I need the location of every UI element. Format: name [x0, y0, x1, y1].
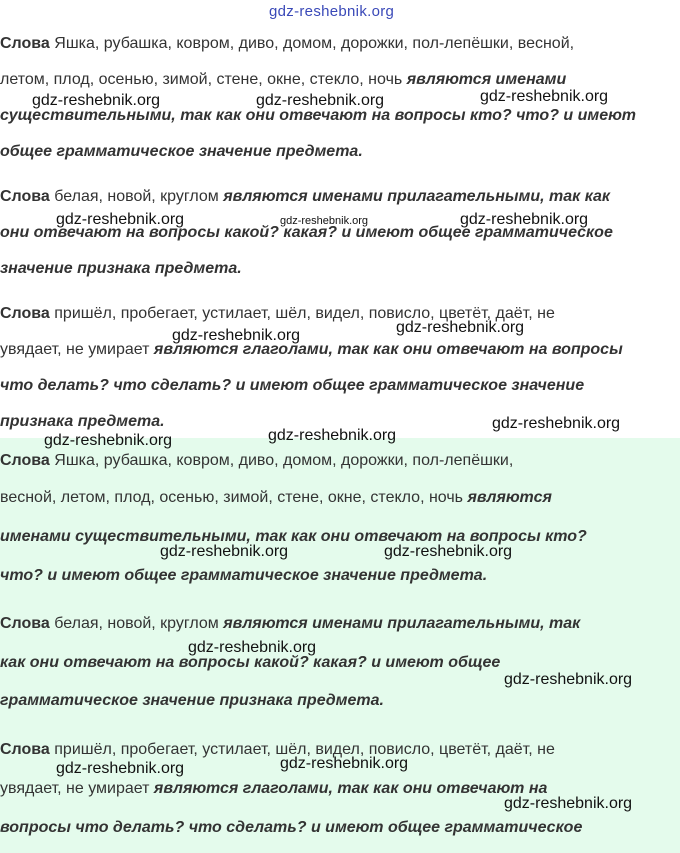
paragraph-line: признака предмета.: [0, 413, 165, 430]
watermark-text: gdz-reshebnik.org: [384, 543, 513, 560]
paragraph-line: грамматическое значение признака предмета.: [0, 692, 384, 709]
watermark-text: gdz-reshebnik.org: [460, 211, 589, 228]
paragraph-line: как они отвечают на вопросы какой? какая? и имеют общее: [0, 654, 501, 671]
watermark-text: gdz-reshebnik.org: [280, 755, 409, 772]
paragraph-line: вопросы что делать? что сделать? и имеют общее грамматическое: [0, 819, 583, 836]
watermark-text: gdz-reshebnik.org: [504, 795, 633, 812]
watermark-text: gdz-reshebnik.org: [256, 92, 385, 109]
paragraph-line: весной, летом, плод, осенью, зимой, стене, окне, стекло, ночь являются: [0, 489, 552, 506]
watermark-text: gdz-reshebnik.org: [492, 415, 621, 432]
paragraph-line: существительными, так как они отвечают на вопросы кто? что? и имеют: [0, 107, 636, 124]
watermark-text: gdz-reshebnik.org: [268, 427, 397, 444]
paragraph-line: Слова Яшка, рубашка, ковром, диво, домом, дорожки, пол-лепёшки,: [0, 452, 514, 469]
paragraph-line: Слова белая, новой, круглом являются именами прилагательными, так: [0, 615, 581, 632]
watermark-text: gdz-reshebnik.org: [172, 327, 301, 344]
paragraph-line: что делать? что сделать? и имеют общее грамматическое значение: [0, 377, 585, 394]
paragraph-line: значение признака предмета.: [0, 260, 242, 277]
watermark-text: gdz-reshebnik.org: [32, 92, 161, 109]
paragraph-line: Слова белая, новой, круглом являются именами прилагательными, так как: [0, 188, 611, 205]
paragraph-line: они отвечают на вопросы какой? какая? и имеют общее грамматическое: [0, 224, 613, 241]
watermark-text: gdz-reshebnik.org: [280, 215, 369, 227]
paragraph-line: увядает, не умирает являются глаголами, так как они отвечают на вопросы: [0, 341, 623, 358]
paragraph-line: увядает, не умирает являются глаголами, так как они отвечают на: [0, 780, 548, 797]
paragraph-line: летом, плод, осенью, зимой, стене, окне, стекло, ночь являются именами: [0, 71, 567, 88]
watermark-text: gdz-reshebnik.org: [396, 319, 525, 336]
watermark-text: gdz-reshebnik.org: [188, 639, 317, 656]
watermark-text: gdz-reshebnik.org: [160, 543, 289, 560]
paragraph-line: Слова пришёл, пробегает, устилает, шёл, видел, повисло, цветёт, даёт, не: [0, 305, 555, 322]
watermark-text: gdz-reshebnik.org: [480, 88, 609, 105]
paragraph-line: Слова Яшка, рубашка, ковром, диво, домом, дорожки, пол-лепёшки, весной,: [0, 35, 575, 52]
watermark-text: gdz-reshebnik.org: [44, 432, 173, 449]
paragraph-line: общее грамматическое значение предмета.: [0, 143, 363, 160]
site-watermark-top: gdz-reshebnik.org: [269, 3, 395, 20]
paragraph-line: именами существительными, так как они отвечают на вопросы кто?: [0, 528, 587, 545]
paragraph-line: что? и имеют общее грамматическое значение предмета.: [0, 567, 488, 584]
watermark-text: gdz-reshebnik.org: [56, 760, 185, 777]
paragraph-line: Слова пришёл, пробегает, устилает, шёл, видел, повисло, цветёт, даёт, не: [0, 741, 555, 758]
watermark-text: gdz-reshebnik.org: [56, 211, 185, 228]
watermark-text: gdz-reshebnik.org: [504, 671, 633, 688]
